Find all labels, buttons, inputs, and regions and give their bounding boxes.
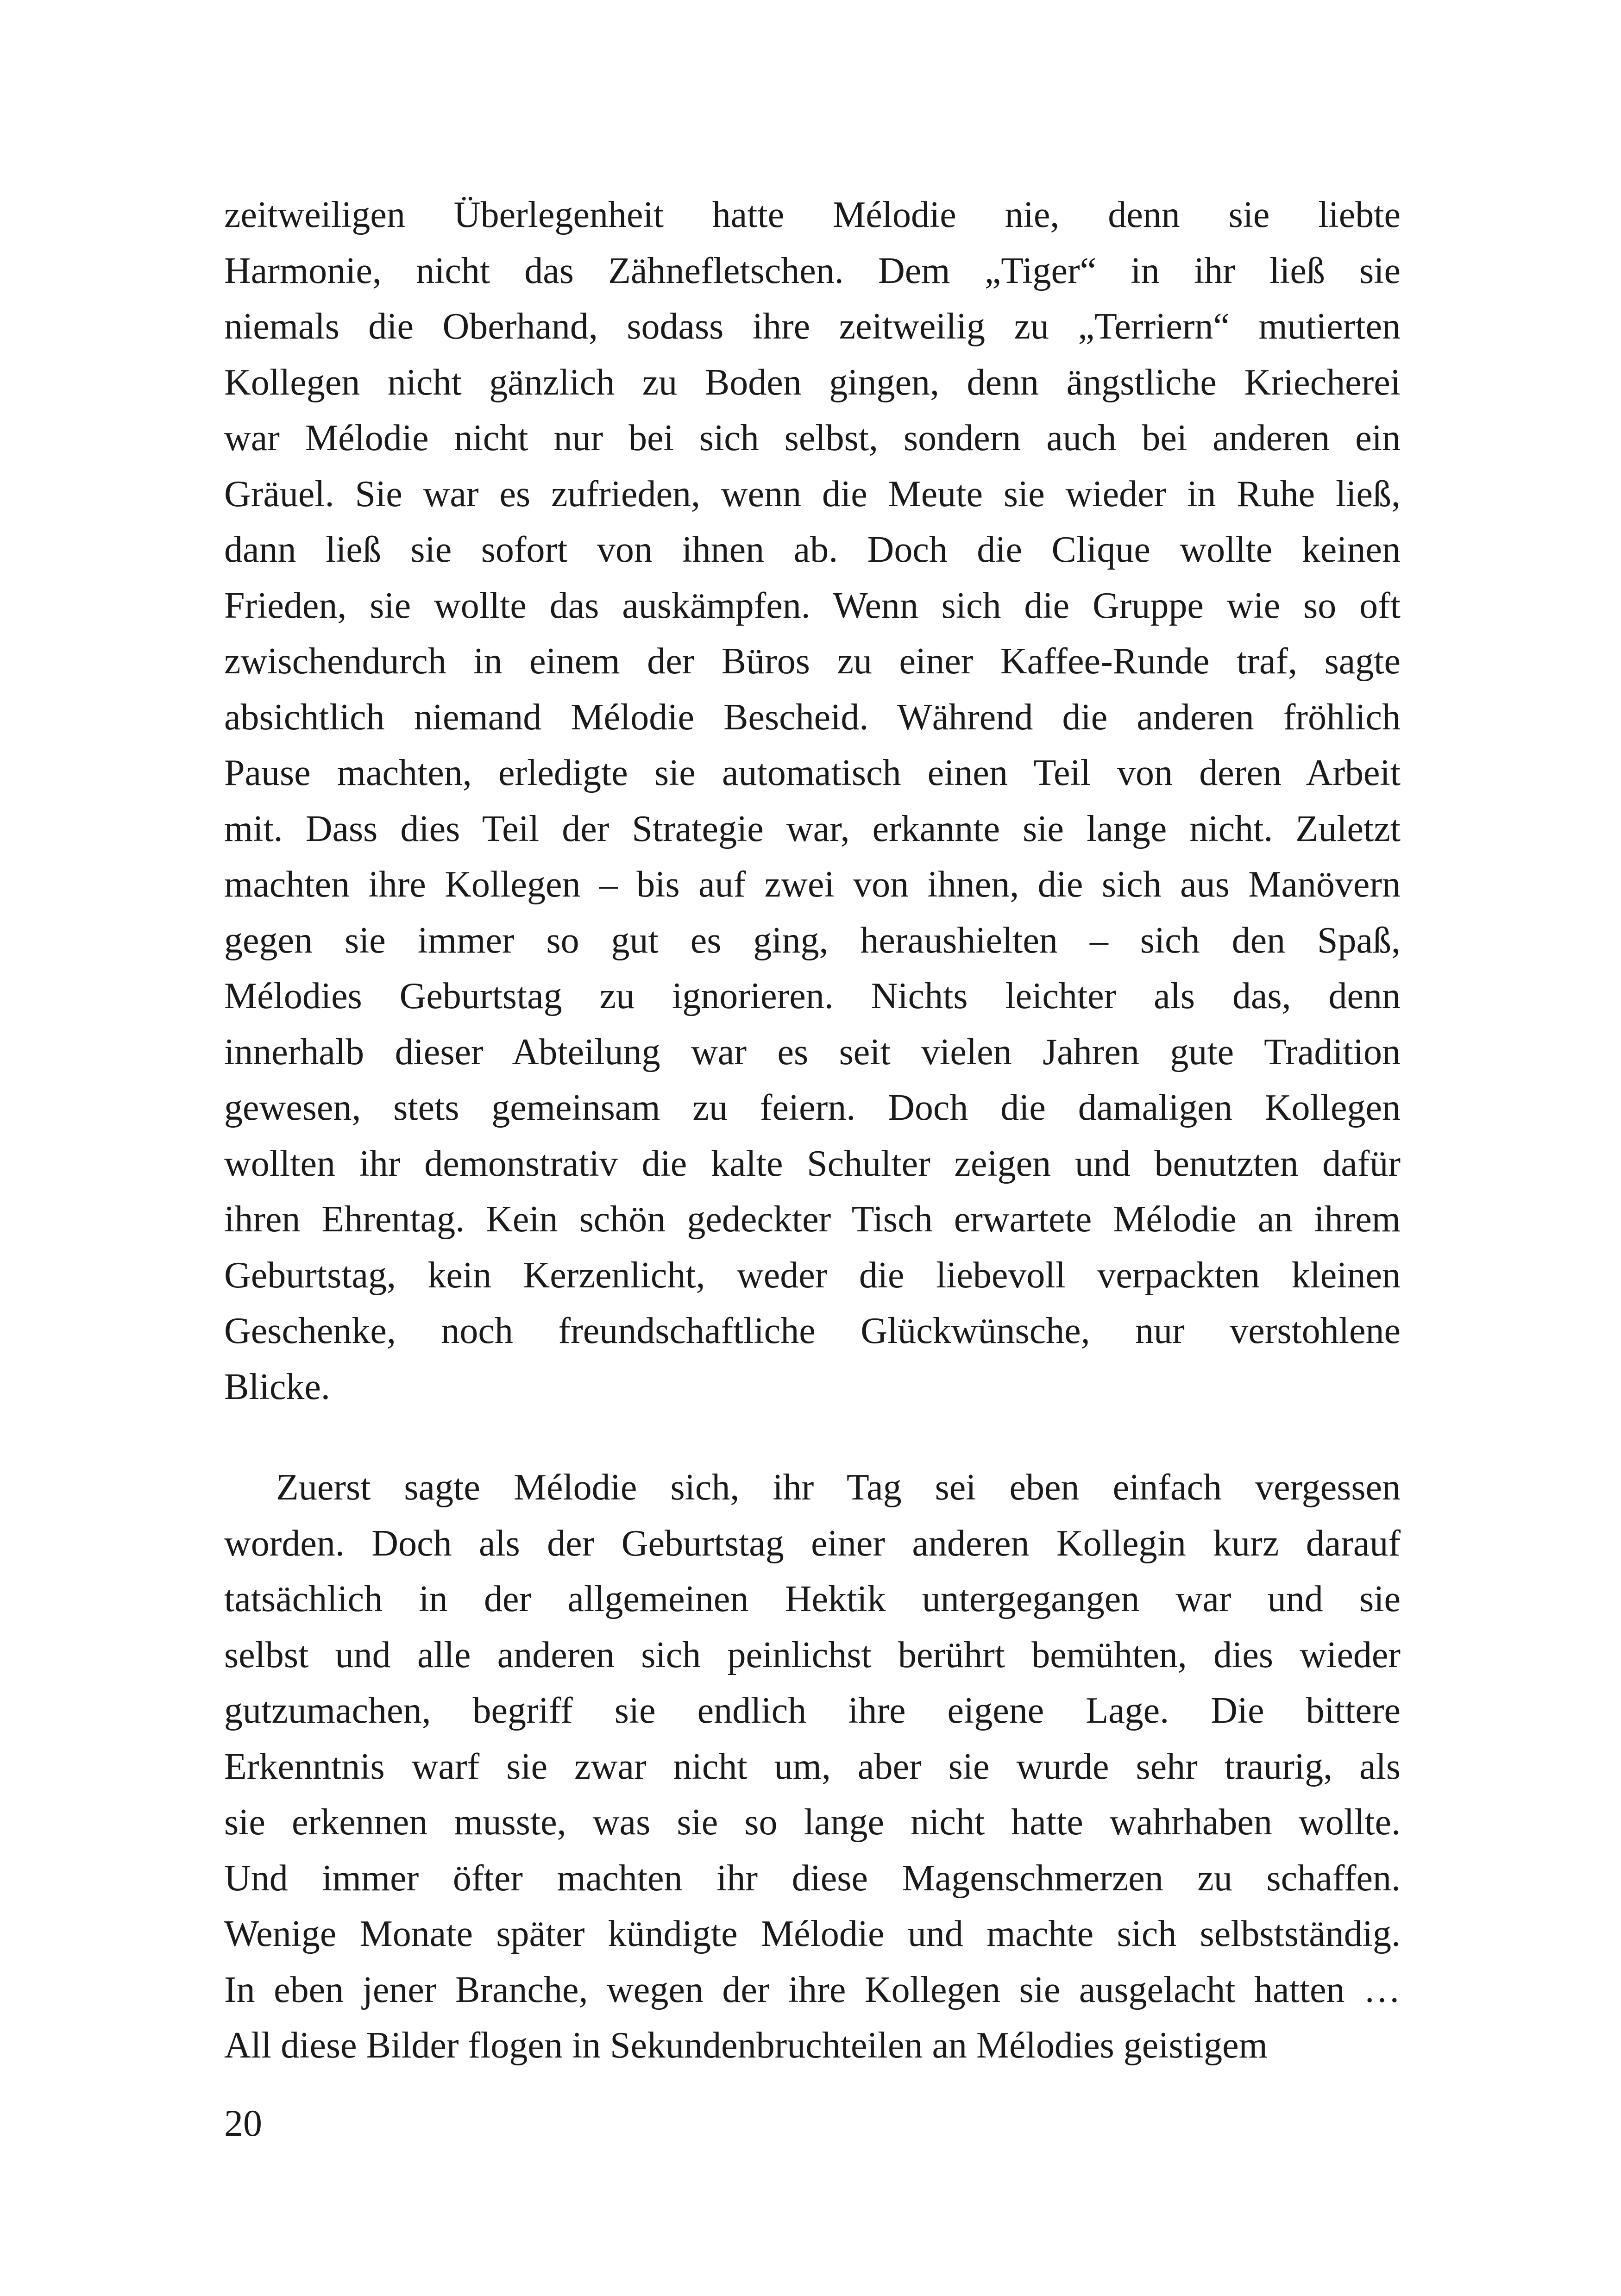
text-line: gewesen, stets gemeinsam zu feiern. Doch die damaligen Kollegen — [224, 1087, 1401, 1128]
text-line: mit. Dass dies Teil der Strategie war, erkannte sie lange nicht. Zuletzt — [224, 808, 1401, 849]
text-line: Pause machten, erledigte sie automatisch einen Teil von deren Arbeit — [224, 753, 1401, 793]
text-line: wollten ihr demonstrativ die kalte Schulter zeigen und benutzten dafür — [224, 1143, 1401, 1184]
text-line: Und immer öfter machten ihr diese Magenschmerzen zu schaffen. — [224, 1857, 1401, 1899]
text-line: Gräuel. Sie war es zufrieden, wenn die Meute sie wieder in Ruhe ließ, — [224, 473, 1401, 514]
text-line: zeitweiligen Überlegenheit hatte Mélodie nie, denn sie liebte — [224, 194, 1401, 235]
text-line: innerhalb dieser Abteilung war es seit vielen Jahren gute Tradition — [224, 1031, 1401, 1073]
text-line: All diese Bilder flogen in Sekundenbruchteilen an Mélodies geistigem — [224, 2025, 1268, 2066]
text-line: zwischendurch in einem der Büros zu einer Kaffee-Runde traf, sagte — [224, 641, 1401, 682]
text-line: sie erkennen musste, was sie so lange nicht hatte wahrhaben wollte. — [224, 1802, 1401, 1843]
text-line: Erkenntnis warf sie zwar nicht um, aber sie wurde sehr traurig, als — [224, 1746, 1401, 1787]
text-line: gutzumachen, begriff sie endlich ihre eigene Lage. Die bittere — [224, 1690, 1401, 1731]
text-line: war Mélodie nicht nur bei sich selbst, sondern auch bei anderen ein — [224, 418, 1401, 458]
text-line: Blicke. — [224, 1366, 330, 1407]
text-line: Harmonie, nicht das Zähnefletschen. Dem „Tiger“ in ihr ließ sie — [224, 250, 1401, 291]
text-line: tatsächlich in der allgemeinen Hektik untergegangen war und sie — [224, 1579, 1401, 1619]
text-line: dann ließ sie sofort von ihnen ab. Doch die Clique wollte keinen — [224, 529, 1401, 570]
text-line: Wenige Monate später kündigte Mélodie und machte sich selbstständig. — [224, 1913, 1401, 1954]
text-line: niemals die Oberhand, sodass ihre zeitweilig zu „Terriern“ mutierten — [224, 306, 1401, 347]
text-line: gegen sie immer so gut es ging, heraushielten – sich den Spaß, — [224, 920, 1401, 961]
text-line: selbst und alle anderen sich peinlichst berührt bemühten, dies wieder — [224, 1634, 1401, 1675]
text-line: Kollegen nicht gänzlich zu Boden gingen, denn ängstliche Kriecherei — [224, 362, 1401, 403]
text-line: Geburtstag, kein Kerzenlicht, weder die liebevoll verpackten kleinen — [224, 1255, 1401, 1296]
paragraph-1 — [224, 187, 1401, 1415]
text-line: In eben jener Branche, wegen der ihre Kollegen sie ausgelacht hatten … — [224, 1969, 1401, 2010]
text-line: Mélodies Geburtstag zu ignorieren. Nichts leichter als das, denn — [224, 976, 1401, 1016]
text-line: Geschenke, noch freundschaftliche Glückwünsche, nur verstohlene — [224, 1311, 1401, 1351]
page-number: 20 — [224, 2102, 262, 2144]
text-line: worden. Doch als der Geburtstag einer anderen Kollegin kurz darauf — [224, 1523, 1401, 1564]
text-line: Frieden, sie wollte das auskämpfen. Wenn sich die Gruppe wie so oft — [224, 585, 1401, 626]
text-line: ihren Ehrentag. Kein schön gedeckter Tisch erwartete Mélodie an ihrem — [224, 1199, 1401, 1240]
text-line: Zuerst sagte Mélodie sich, ihr Tag sei eben einfach vergessen — [276, 1467, 1401, 1508]
text-line: absichtlich niemand Mélodie Bescheid. Während die anderen fröhlich — [224, 696, 1401, 738]
paragraph-2 — [224, 1460, 1401, 2074]
text-line: machten ihre Kollegen – bis auf zwei von ihnen, die sich aus Manövern — [224, 864, 1401, 905]
